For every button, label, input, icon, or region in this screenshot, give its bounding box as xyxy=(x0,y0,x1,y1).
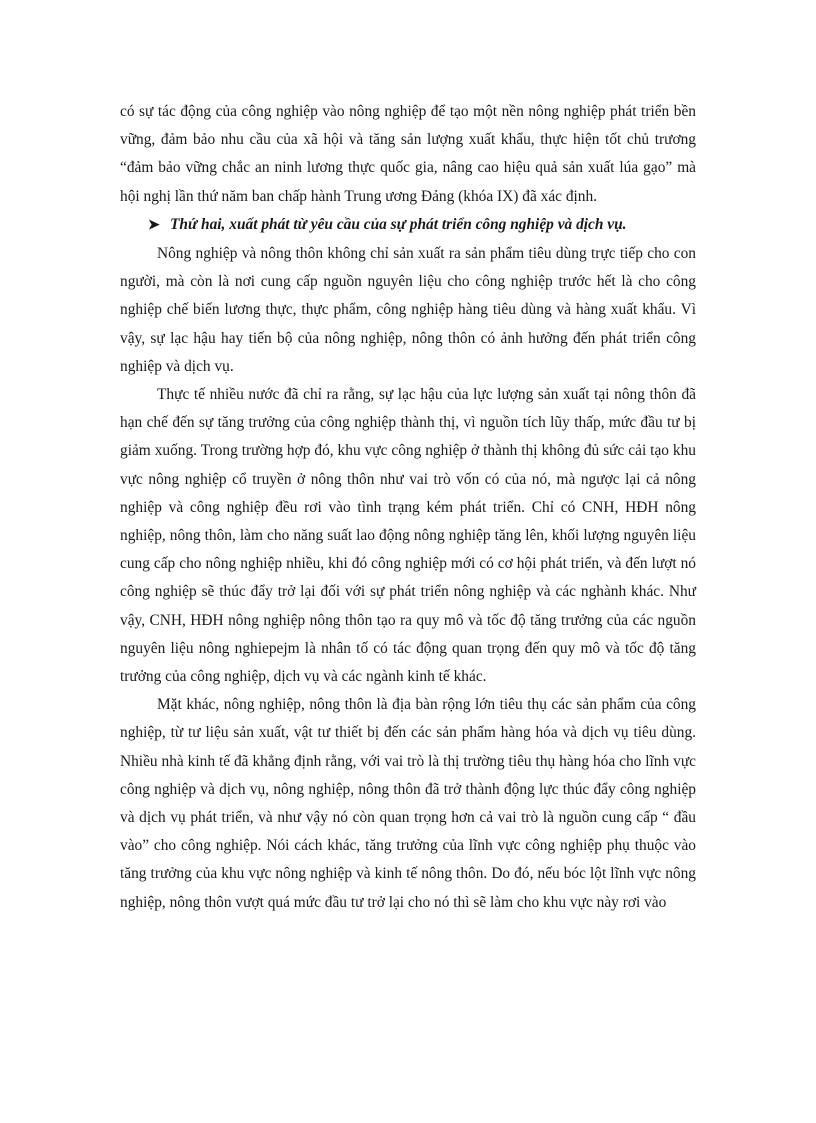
paragraph-1: Nông nghiệp và nông thôn không chỉ sản xuất ra sản phẩm tiêu dùng trực tiếp cho con người, mà còn là nơi cung cấp nguồn nguyên liệu cho công nghiệp trước hết là cho công nghiệp chế biến lương thực, thực phẩm, công nghiệp hàng tiêu dùng và hàng xuất khẩu. Vì vậy, sự lạc hậu hay tiến bộ của nông nghiệp, nông thôn có ảnh hưởng đến phát triển công nghiệp và dịch vụ. xyxy=(120,245,696,375)
arrowhead-bullet-icon: ➤ xyxy=(148,217,160,233)
document-page xyxy=(120,98,696,917)
section-heading-text: Thứ hai, xuất phát từ yêu cầu của sự phát triển công nghiệp và dịch vụ. xyxy=(170,215,627,233)
paragraph-2: Thực tế nhiều nước đã chỉ ra rằng, sự lạc hậu của lực lượng sản xuất tại nông thôn đã hạn chế đến sự tăng trưởng của công nghiệp thành thị, vì nguồn tích lũy thấp, mức đầu tư bị giảm xuống. Trong trường hợp đó, khu vực công nghiệp ở thành thị không đủ sức cải tạo khu vực nông nghiệp cổ truyền ở nông thôn như vai trò vốn có của nó, mà ngược lại cả nông nghiệp và công nghiệp đều rơi vào tình trạng kém phát triển. Chỉ có CNH, HĐH nông nghiệp, nông thôn, làm cho năng suất lao động nông nghiệp tăng lên, khối lượng nguyên liệu cung cấp cho nông nghiệp nhiều, khi đó công nghiệp mới có cơ hội phát triển, và đến lượt nó công nghiệp sẽ thúc đẩy trở lại đối với sự phát triển nông nghiệp và các nghành khác. Như vậy, CNH, HĐH nông nghiệp nông thôn tạo ra quy mô và tốc độ tăng trưởng của các nguồn nguyên liệu nông nghiepejm là nhân tố có tác động quan trọng đến quy mô và tốc độ tăng trưởng của công nghiệp, dịch vụ và các ngành kinh tế khác. xyxy=(120,386,696,686)
section-heading xyxy=(120,211,696,240)
paragraph-continuation: có sự tác động của công nghiệp vào nông nghiệp để tạo một nền nông nghiệp phát triển bền vững, đảm bảo nhu cầu của xã hội và tăng sản lượng xuất khẩu, thực hiện tốt chủ trương “đảm bảo vững chắc an ninh lương thực quốc gia, nâng cao hiệu quả sản xuất lúa gạo” mà hội nghị lần thứ năm ban chấp hành Trung ương Đảng (khóa IX) đã xác định. xyxy=(120,103,696,205)
paragraph-3: Mặt khác, nông nghiệp, nông thôn là địa bàn rộng lớn tiêu thụ các sản phẩm của công nghiệp, từ tư liệu sản xuất, vật tư thiết bị đến các sản phẩm hàng hóa và dịch vụ tiêu dùng. Nhiều nhà kinh tế đã khẳng định rằng, với vai trò là thị trường tiêu thụ hàng hóa cho lĩnh vực công nghiệp và dịch vụ, nông nghiệp, nông thôn đã trở thành động lực thúc đẩy công nghiệp và dịch vụ phát triển, và như vậy nó còn quan trọng hơn cả vai trò là nguồn cung cấp “ đầu vào” cho công nghiệp. Nói cách khác, tăng trưởng của lĩnh vực công nghiệp phụ thuộc vào tăng trưởng của khu vực nông nghiệp và kinh tế nông thôn. Do đó, nếu bóc lột lĩnh vực nông nghiệp, nông thôn vượt quá mức đầu tư trở lại cho nó thì sẽ làm cho khu vực này rơi vào xyxy=(120,696,696,911)
